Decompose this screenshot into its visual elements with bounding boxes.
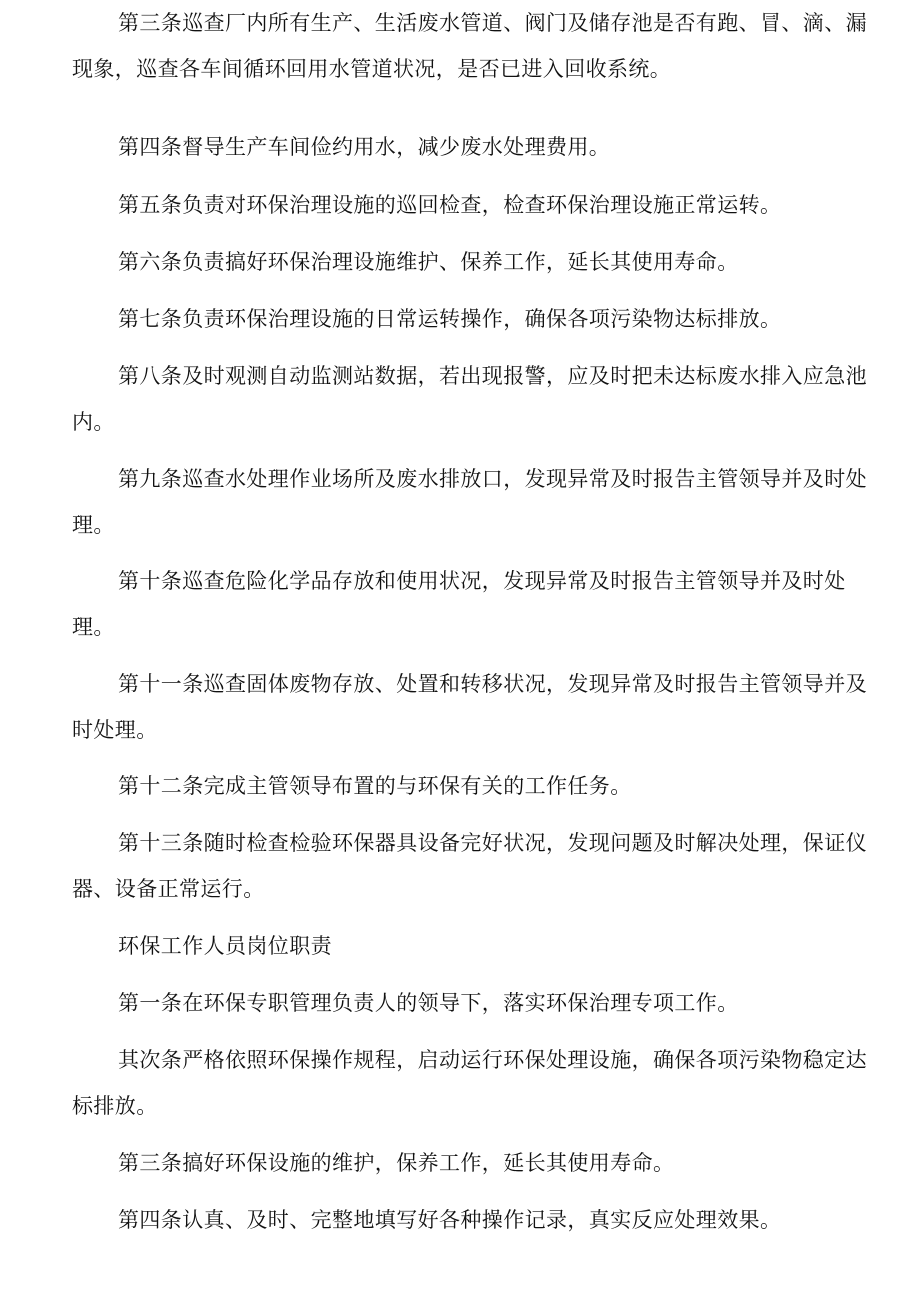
paragraph-staff-article-4: 第四条认真、及时、完整地填写好各种操作记录，真实反应处理效果。 <box>118 1208 782 1232</box>
section-heading: 环保工作人员岗位职责 <box>118 934 332 958</box>
paragraph-article-4: 第四条督导生产车间俭约用水，减少废水处理费用。 <box>118 135 611 159</box>
paragraph-article-10: 第十条巡查危险化学品存放和使用状况，发现异常及时报告主管领导并及时处理。 <box>72 569 846 639</box>
paragraph-article-11: 第十一条巡查固体废物存放、处置和转移状况，发现异常及时报告主管领导并及时处理。 <box>72 672 867 742</box>
paragraph-staff-article-3: 第三条搞好环保设施的维护，保养工作，延长其使用寿命。 <box>118 1151 675 1175</box>
paragraph-article-3: 第三条巡查厂内所有生产、生活废水管道、阀门及储存池是否有跑、冒、滴、漏现象，巡查各车间循环回用水管道状况，是否已进入回收系统。 <box>72 11 867 81</box>
paragraph-article-13: 第十三条随时检查检验环保器具设备完好状况，发现问题及时解决处理，保证仪器、设备正常运行。 <box>72 831 867 901</box>
paragraph-article-9: 第九条巡查水处理作业场所及废水排放口，发现异常及时报告主管领导并及时处理。 <box>72 467 867 537</box>
paragraph-article-6: 第六条负责搞好环保治理设施维护、保养工作，延长其使用寿命。 <box>118 250 739 274</box>
paragraph-article-8: 第八条及时观测自动监测站数据，若出现报警，应及时把未达标废水排入应急池内。 <box>72 364 867 434</box>
paragraph-staff-article-2: 其次条严格依照环保操作规程，启动运行环保处理设施，确保各项污染物稳定达标排放。 <box>72 1048 867 1118</box>
paragraph-staff-article-1: 第一条在环保专职管理负责人的领导下，落实环保治理专项工作。 <box>118 991 739 1015</box>
paragraph-article-7: 第七条负责环保治理设施的日常运转操作，确保各项污染物达标排放。 <box>118 307 782 331</box>
paragraph-article-12: 第十二条完成主管领导布置的与环保有关的工作任务。 <box>118 774 632 798</box>
paragraph-article-5: 第五条负责对环保治理设施的巡回检查，检查环保治理设施正常运转。 <box>118 193 782 217</box>
